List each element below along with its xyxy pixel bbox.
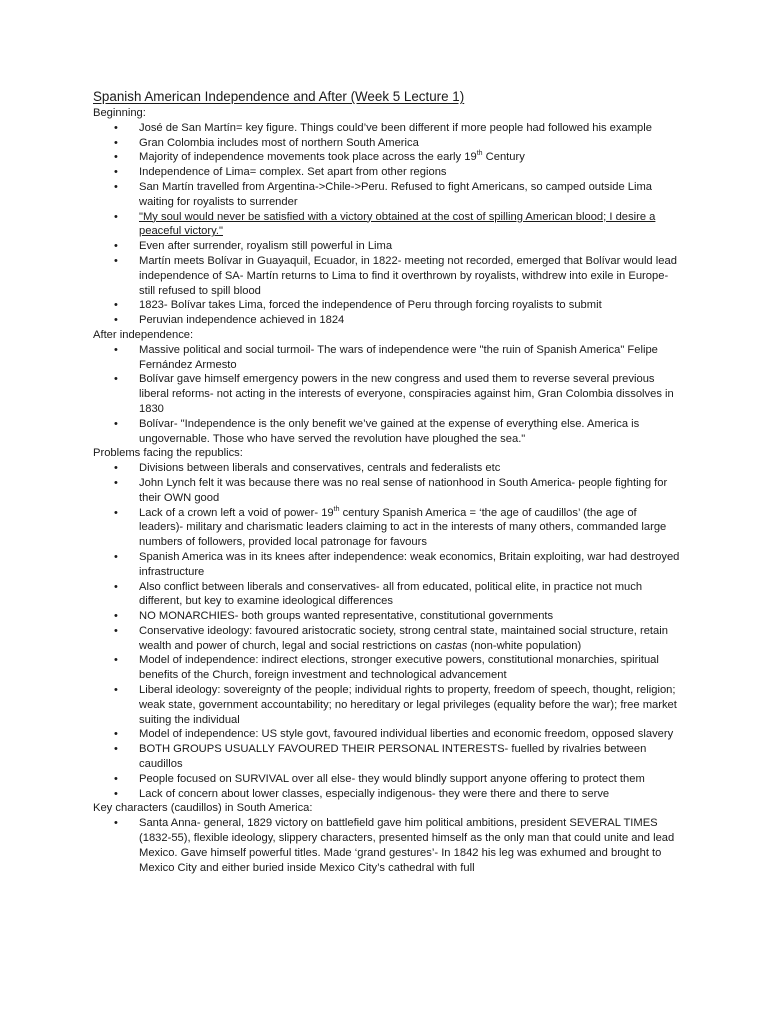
section-heading: Beginning: xyxy=(93,107,146,119)
list-item: • Conservative ideology: favoured aristocratic society, strong central state, maintained social structure, retain wealth and power of church, legal and social restrictions on castas (non-white population) xyxy=(114,624,668,652)
bullet-list xyxy=(93,461,683,801)
quote-text: "My soul would never be satisfied with a victory obtained at the cost of spilling American blood; I desire a peaceful victory." xyxy=(139,210,656,238)
list-item: • Majority of independence movements took place across the early 19th Century xyxy=(114,150,525,164)
section-heading: After independence: xyxy=(93,328,194,341)
list-item: • John Lynch felt it was because there was no real sense of nationhood in South America- people fighting for their OWN good xyxy=(114,476,668,504)
section-problems xyxy=(93,446,683,801)
list-item: • Spanish America was in its knees after independence: weak economics, Britain exploiting, war had destroyed infrastructure xyxy=(114,550,680,578)
list-item: • Model of independence: US style govt, favoured individual liberties and economic freedom, opposed slavery xyxy=(114,728,674,741)
list-item: • Liberal ideology: sovereignty of the people; individual rights to property, freedom of speech, thought, religion; weak state, government accountability; no hereditary or legal privileges (equality before the war); free market suiting the individual xyxy=(114,684,677,726)
bullet-icon: • xyxy=(114,151,118,164)
bullet-icon: • xyxy=(114,254,118,267)
bullet-icon: • xyxy=(114,136,118,149)
document-title: Spanish American Independence and After (Week 5 Lecture 1) xyxy=(93,89,465,104)
list-item: • Divisions between liberals and conservatives, centrals and federalists etc xyxy=(114,462,501,475)
bullet-icon: • xyxy=(114,299,118,312)
bullet-icon: • xyxy=(114,417,118,430)
list-item: • 1823- Bolívar takes Lima, forced the independence of Peru through forcing royalists to submit xyxy=(114,299,602,312)
list-item: • Massive political and social turmoil- The wars of independence were "the ruin of Spanish America" Felipe Fernández Armesto xyxy=(114,343,658,371)
list-item: • Bolívar gave himself emergency powers in the new congress and used them to reverse several previous liberal reforms- not acting in the interests of everyone, conspiracies against him, Gran Colombia dissolves in 1830 xyxy=(114,373,674,415)
bullet-icon: • xyxy=(114,550,118,563)
list-item: • Independence of Lima= complex. Set apart from other regions xyxy=(114,166,447,179)
list-item: • Lack of a crown left a void of power- 19th century Spanish America = ‘the age of caudillos’ (the age of leaders)- military and charismatic leaders claiming to act in the interests of many others, commanded large numbers of followers, provided local patronage for favours xyxy=(114,505,667,549)
bullet-icon: • xyxy=(114,580,118,593)
section-after-independence xyxy=(93,328,683,446)
list-item: • Lack of concern about lower classes, especially indigenous- they were there and there to serve xyxy=(114,787,610,800)
bullet-icon: • xyxy=(114,476,118,489)
bullet-icon: • xyxy=(114,624,118,637)
list-item: • Peruvian independence achieved in 1824 xyxy=(114,314,345,327)
bullet-icon: • xyxy=(114,462,118,475)
list-item: • San Martín travelled from Argentina->Chile->Peru. Refused to fight Americans, so camped outside Lima waiting for royalists to surrender xyxy=(114,180,653,208)
bullet-icon: • xyxy=(114,772,118,785)
list-item: • José de San Martín= key figure. Things could’ve been different if more people had followed his example xyxy=(114,121,652,134)
list-item: • Santa Anna- general, 1829 victory on battlefield gave him political ambitions, president SEVERAL TIMES (1832-55), flexible ideology, slippery characters, presented himself as the only man that could unite and lead Mexico. Gave himself powerful titles. Made ‘grand gestures’- In 1842 his leg was exhumed and brought to Mexico City and either buried inside Mexico City’s cathedral with full xyxy=(114,817,675,874)
list-item: • People focused on SURVIVAL over all else- they would blindly support anyone offering to protect them xyxy=(114,772,645,785)
bullet-icon: • xyxy=(114,210,118,223)
list-item: • Also conflict between liberals and conservatives- all from educated, political elite, in practice not much different, but key to examine ideological differences xyxy=(114,580,643,608)
bullet-icon: • xyxy=(114,240,118,253)
list-item: • Martín meets Bolívar in Guayaquil, Ecuador, in 1822- meeting not recorded, emerged that Bolívar would lead independence of SA- Martín returns to Lima to find it overthrown by royalists, withdrew into exile in Europe- still refused to spill blood xyxy=(114,254,677,297)
list-item: • NO MONARCHIES- both groups wanted representative, constitutional governments xyxy=(114,610,554,623)
bullet-icon: • xyxy=(114,817,118,830)
bullet-icon: • xyxy=(114,787,118,800)
bullet-icon: • xyxy=(114,343,118,356)
bullet-icon: • xyxy=(114,314,118,327)
bullet-icon: • xyxy=(114,743,118,756)
bullet-icon: • xyxy=(114,506,118,519)
bullet-icon: • xyxy=(114,166,118,179)
list-item: • Gran Colombia includes most of northern South America xyxy=(114,136,419,149)
list-item: • Model of independence: indirect elections, stronger executive powers, constitutional monarchies, spiritual benefits of the Church, foreign investment and technological advancement xyxy=(114,654,659,682)
list-item: • BOTH GROUPS USUALLY FAVOURED THEIR PERSONAL INTERESTS- fuelled by rivalries between caudillos xyxy=(114,743,647,771)
bullet-icon: • xyxy=(114,610,118,623)
bullet-list xyxy=(93,343,683,447)
list-item: • Even after surrender, royalism still powerful in Lima xyxy=(114,240,393,253)
list-item xyxy=(114,210,683,240)
bullet-icon: • xyxy=(114,684,118,697)
bullet-icon: • xyxy=(114,180,118,193)
list-item: • Bolívar- "Independence is the only benefit we’ve gained at the expense of everything else. America is ungovernable. Those who have served the revolution have ploughed the sea." xyxy=(114,417,640,445)
bullet-icon: • xyxy=(114,728,118,741)
bullet-list xyxy=(93,816,683,875)
section-beginning xyxy=(93,106,683,328)
bullet-list xyxy=(93,121,683,328)
section-heading: Key characters (caudillos) in South America: xyxy=(93,802,313,815)
bullet-icon: • xyxy=(114,654,118,667)
section-key-characters xyxy=(93,801,683,875)
document-body xyxy=(93,106,683,875)
section-heading: Problems facing the republics: xyxy=(93,447,243,460)
bullet-icon: • xyxy=(114,121,118,134)
bullet-icon: • xyxy=(114,373,118,386)
